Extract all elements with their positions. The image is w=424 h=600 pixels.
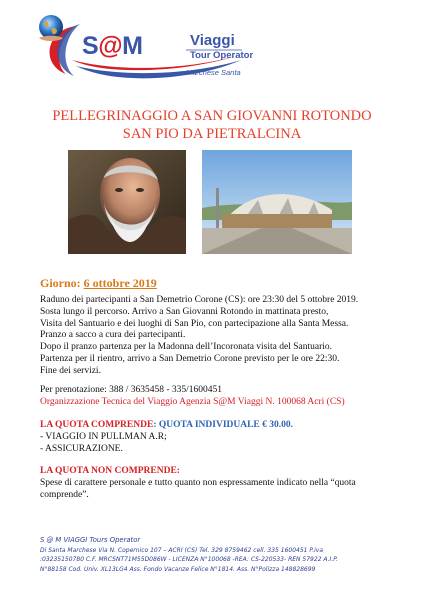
page-title [0,107,424,143]
includes-item: - ASSICURAZIONE. [40,443,123,454]
program-line: Pranzo a sacco a cura dei partecipanti. [40,330,186,341]
excludes-label: LA QUOTA NON COMPRENDE: [40,466,180,476]
individual-price: QUOTA INDIVIDUALE € 30.00. [158,420,294,430]
program-line: Partenza per il rientro, arrivo a San Demetrio Corone previsto per le ore 22:30. [40,353,340,364]
logo-wordmark: S@M [82,32,143,60]
sanctuary-church-photo [202,150,352,254]
trip-date [40,276,157,291]
quota-includes-section [40,420,390,455]
date-label: Giorno: [40,276,84,290]
booking-section [40,385,390,409]
logo-at: @ [98,32,123,60]
program-line: Dopo il pranzo partenza per la Madonna dell’Incoronata visita del Santuario. [40,342,333,353]
booking-phones: Per prenotazione: 388 / 3635458 - 335/1600451 [40,385,223,395]
quota-excludes-section [40,466,390,501]
globe-icon [36,14,66,44]
logo-viaggi: Viaggi [190,32,235,49]
program-line: Fine dei servizi. [40,365,101,376]
logo-tour-operator: Tour Operator [190,50,254,61]
organization-note: Organizzazione Tecnica del Viaggio Agenzia S@M Viaggi N. 100068 Acri (CS) [40,396,345,407]
footer-line: Di Santa Marchese Via N. Copernico 107 – ACRI (CS) Tel. 329 8759462 cell. 335 1600451 P.iva [40,546,323,554]
title-line-2: SAN PIO DA PIETRALCINA [122,126,302,142]
program-text [40,295,390,378]
footer-line: N°88158 Cod. Univ. XL13LG4 Ass. Fondo Vacanze Felice N°1814. Ass. N°Polizza 148828699 [40,565,316,573]
company-footer [40,536,390,574]
padre-pio-portrait-photo [68,150,186,254]
footer-company-name: S @ M VIAGGI Tours Operator [40,536,141,544]
program-line: Raduno dei partecipanti a San Demetrio Corone (CS): ore 23:30 del 5 ottobre 2019. [40,295,359,305]
program-line: Visita del Santuario e dei luoghi di San Pio, con partecipazione alla Santa Messa. [40,318,349,329]
includes-colon: : [153,420,159,430]
excludes-text-line: comprende”. [40,489,89,500]
logo-agency-name: Marchese Santa [186,68,241,77]
program-line: Sosta lungo il percorso. Arrivo a San Giovanni Rotondo in mattinata presto, [40,306,329,317]
title-line-1: PELLEGRINAGGIO A SAN GIOVANNI ROTONDO [52,108,372,124]
footer-line: :03235150780 C.F. MRCSNT71M55D086W - LICENZA N°100068 -REA: CS-220533- REN 57922 A.I.P. [40,556,338,564]
date-value: 6 ottobre 2019 [83,276,157,290]
company-logo [36,14,286,86]
includes-item: - VIAGGIO IN PULLMAN A.R; [40,431,167,442]
includes-label: LA QUOTA COMPRENDE [40,420,154,430]
excludes-text-line: Spese di carattere personale e tutto quanto non espressamente indicato nella “quota [40,477,356,488]
